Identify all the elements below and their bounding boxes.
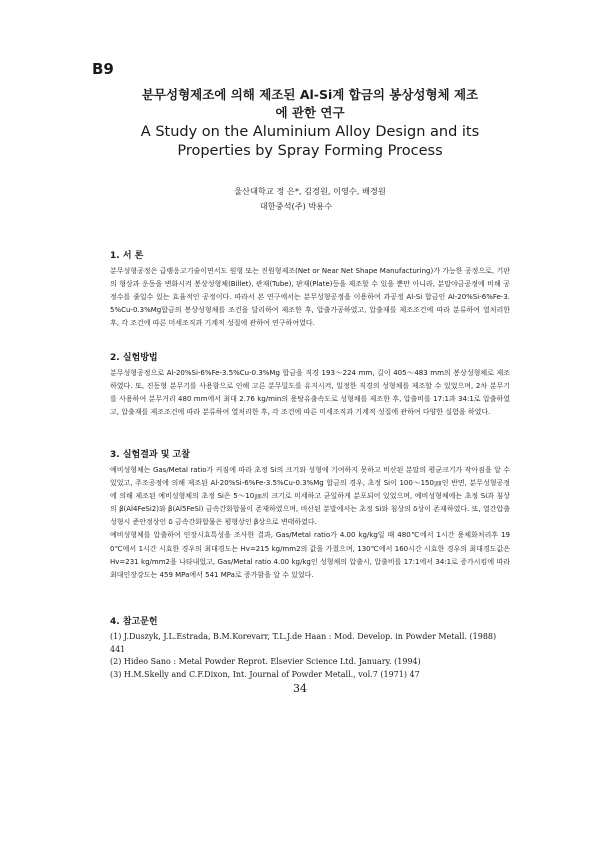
reference-item: (1) J.Duszyk, J.L.Estrada, B.M.Korevarr, T.L.J.de Haan : Mod. Develop. in Powder Metall. (1988) 441	[110, 632, 497, 654]
korean-title: 분무성형제조에 의해 제조된 Al-Si계 합금의 봉상성형체 제조에 관한 연구	[141, 87, 479, 120]
author-line-2: 대한중석(주) 박용수	[259, 201, 333, 211]
section-paragraph: 분무성형공정은 급랭응고기술이면서도 원형 또는 진원형제조(Net or Near Net Shape Manufacturing)가 가능한 공정으로, 기판의 형상과 운동을 변화시켜 봉상성형체(Billet), 관재(Tube), 판재(Plate)등을 제조할 수 있을 뿐만 아니라, 분말야금공정에 비해 공정수를 줄일수 있는 효율적인 공정이다. 따라서 본 연구에서는 분무성형공정을 이용하여 과공정 Al-Si 합금인 Al-20%Si-6%Fe-3.5%Cu-0.3%Mg합금의 봉상성형체를 조건을 달리하여 제조한 후, 압출가공하였고, 압출재를 제조조건에 따라 분류하여 열처리한 후, 각 조건에 따른 미세조직과 기계적 성질에 관하여 연구하여였다.	[110, 267, 510, 328]
section-heading: 3. 실험결과 및 고찰	[110, 450, 190, 460]
reference-item: (2) Hideo Sano : Metal Powder Reprot. Elsevier Science Ltd. January. (1994)	[110, 657, 421, 666]
section-paragraph: 예비성형체는 Gas/Metal ratio가 커짐에 따라 초정 Si의 크기와 성형에 기여하지 못하고 비산된 분말의 평균크기가 작아짐을 알 수 있었고, 주조공정에 의해 제조된 Al-20%Si-6%Fe-3.5%Cu-0.3%Mg 합금의 경우, 초정 Si이 100～150㎛인 반면, 분무성형공정에 의해 제조된 예비성형체의 초정 Si은 5～10㎛의 크기로 미세하고 균일하게 분포되어 있었으며, 예비성형체에는 초정 Si과 침상의 β(Al4FeSi2)와 β(Al5FeSi) 금속간화합물이 존재하였으며, 비산된 분말에서는 초정 Si와 침상의 δ상이 존재하였다. 또, 열간압출성형시 준안정상인 δ 금속간화합물은 평형상인 β상으로 변태하였다.	[110, 466, 510, 527]
section-paragraph: 분무성형공정으로 Al-20%Si-6%Fe-3.5%Cu-0.3%Mg 합금을 직경 193～224 mm, 길이 405～483 mm의 봉상성형체로 제조하였다. 또, 진동형 분무기를 사용함으로 인해 고른 분무밀도를 유지시켜, 일정한 직경의 성형체를 제조할 수 있었으며, 2차 분무기를 사용하여 분무거리 480 mm에서 최대 2.76 kg/min의 용탕유출속도로 성형체를 제조한 후, 압출비를 17:1과 34:1로 압출하였고, 압출재를 제조조건에 따라 분류하여 열처리한 후, 각 조건에 따른 미세조직과 기계적 성질에 관하여 다양한 실험을 하였다.	[110, 369, 510, 417]
page-number: 34	[293, 682, 307, 695]
section-methods	[110, 352, 510, 419]
paper-code: B9	[92, 60, 114, 78]
section-heading: 1. 서 론	[110, 251, 144, 261]
section-heading: 2. 실험방법	[110, 353, 158, 363]
author-line-1: 울산대학교 정 은*, 김경원, 이영수, 배경원	[234, 186, 386, 196]
title-block	[140, 86, 480, 161]
english-title: A Study on the Aluminium Alloy Design and its Properties by Spray Forming Process	[140, 124, 480, 159]
section-results	[110, 449, 510, 582]
section-introduction	[110, 250, 510, 330]
section-heading: 4. 참고문헌	[110, 617, 158, 627]
section-references	[110, 616, 510, 681]
reference-item: (3) H.M.Skelly and C.F.Dixon, Int. Journal of Powder Metall., vol.7 (1971) 47	[110, 669, 420, 679]
author-block	[150, 184, 470, 214]
section-paragraph: 예비성형체를 압출하여 인장시효특성을 조사한 결과, Gas/Metal ratio가 4.00 kg/kg일 때 480℃에서 1시간 용체화처리후 190℃에서 1시간 시효한 경우의 최대경도는 Hv=215 kg/mm2의 값을 가졌으며, 130℃에서 160시간 시효한 경우의 최대경도값은 Hv=231 kg/mm2을 나타내었고, Gas/Metal ratio 4.00 kg/kg인 성형체의 압출시, 압출비를 17:1에서 34:1로 증가시킴에 따라 최대인장강도는 459 MPa에서 541 MPa로 증가함을 알 수 있었다.	[110, 531, 510, 579]
